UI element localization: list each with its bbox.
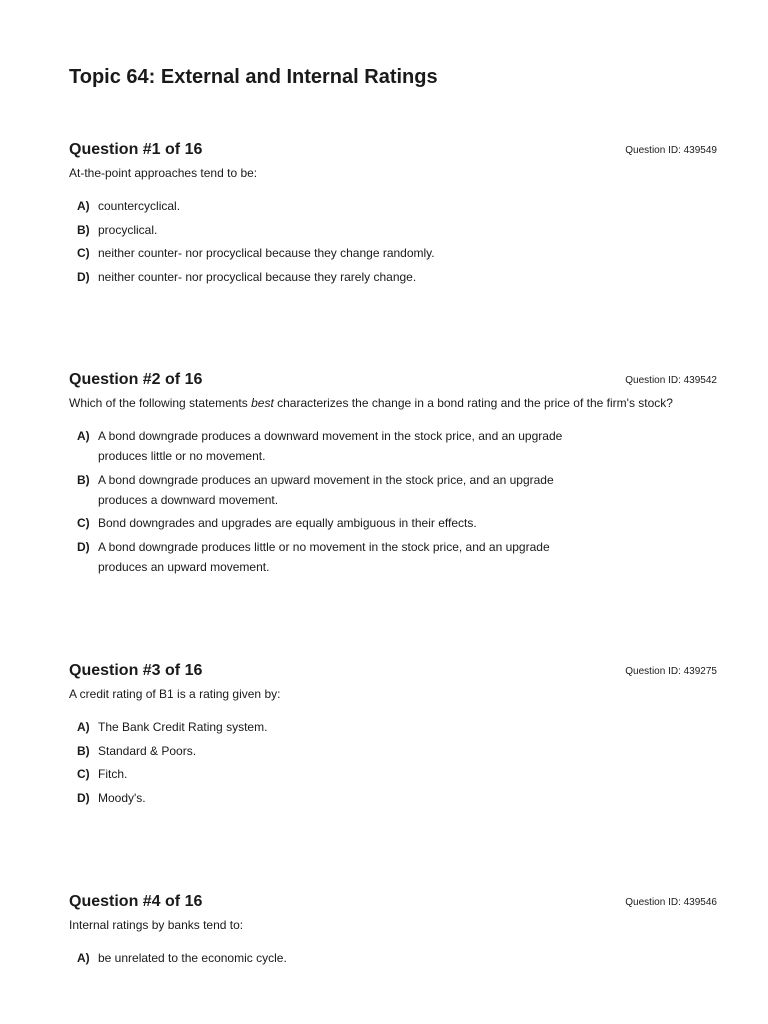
option-text: procyclical. [98,222,158,237]
answer-option-c [77,243,597,263]
question-text: Internal ratings by banks tend to: [69,918,244,932]
answer-option-a [77,717,597,737]
option-text: Moody's. [98,790,146,805]
option-text: be unrelated to the economic cycle. [98,951,287,965]
option-text: A bond downgrade produces a downward movement in the stock price, and an upgrade produces little or no movement. [98,429,563,463]
option-letter: D) [77,790,90,805]
question-id: Question ID: 439542 [625,375,717,386]
option-letter: B) [77,222,90,237]
question-header [69,892,717,914]
question-text: At-the-point approaches tend to be: [69,166,258,180]
question-number: Question #3 of 16 [69,662,203,679]
question-id: Question ID: 439546 [625,897,717,908]
answer-option-d [77,267,597,287]
question-id: Question ID: 439549 [625,145,717,156]
option-text: A bond downgrade produces an upward movement in the stock price, and an upgrade produces a downward movement. [98,472,554,507]
question-number: Question #1 of 16 [69,141,203,158]
answer-option-c [77,764,597,784]
option-letter: C) [77,516,90,530]
question-block [69,140,717,284]
option-letter: A) [77,951,90,965]
question-block [69,661,717,805]
question-number: Question #4 of 16 [69,893,203,910]
question-block [69,370,717,574]
option-letter: A) [77,429,90,443]
option-text: The Bank Credit Rating system. [98,720,268,734]
topic-title: Topic 64: External and Internal Ratings [69,66,438,88]
question-id: Question ID: 439275 [625,666,717,677]
answer-option-d [77,537,597,577]
answer-option-a [77,426,597,466]
answer-option-b [77,220,597,240]
answer-option-c [77,513,597,533]
question-block [69,892,717,965]
option-letter: D) [77,539,90,554]
question-header [69,140,717,162]
option-letter: B) [77,743,90,758]
question-header [69,661,717,683]
option-text: neither counter- nor procyclical because they change randomly. [98,246,435,260]
option-text: neither counter- nor procyclical because they rarely change. [98,269,417,284]
answer-option-a [77,948,597,968]
answer-option-b [77,741,597,761]
answer-option-a [77,196,597,216]
question-header [69,370,717,392]
option-letter: D) [77,269,90,284]
option-letter: C) [77,246,90,260]
answer-options [77,717,597,811]
option-text: Bond downgrades and upgrades are equally ambiguous in their effects. [98,516,477,530]
option-letter: A) [77,199,90,213]
option-text: A bond downgrade produces little or no movement in the stock price, and an upgrade produces an upward movement. [98,539,550,574]
option-text: Fitch. [98,767,128,781]
answer-options [77,426,597,580]
question-text: Which of the following statements best characterizes the change in a bond rating and the price of the firm's stock? [69,396,673,410]
option-text: countercyclical. [98,199,181,213]
answer-option-b [77,470,597,510]
option-letter: A) [77,720,90,734]
question-text: A credit rating of B1 is a rating given by: [69,687,281,701]
option-letter: B) [77,472,90,487]
answer-options [77,948,597,972]
option-letter: C) [77,767,90,781]
answer-option-d [77,788,597,808]
question-number: Question #2 of 16 [69,371,203,388]
answer-options [77,196,597,290]
option-text: Standard & Poors. [98,743,197,758]
